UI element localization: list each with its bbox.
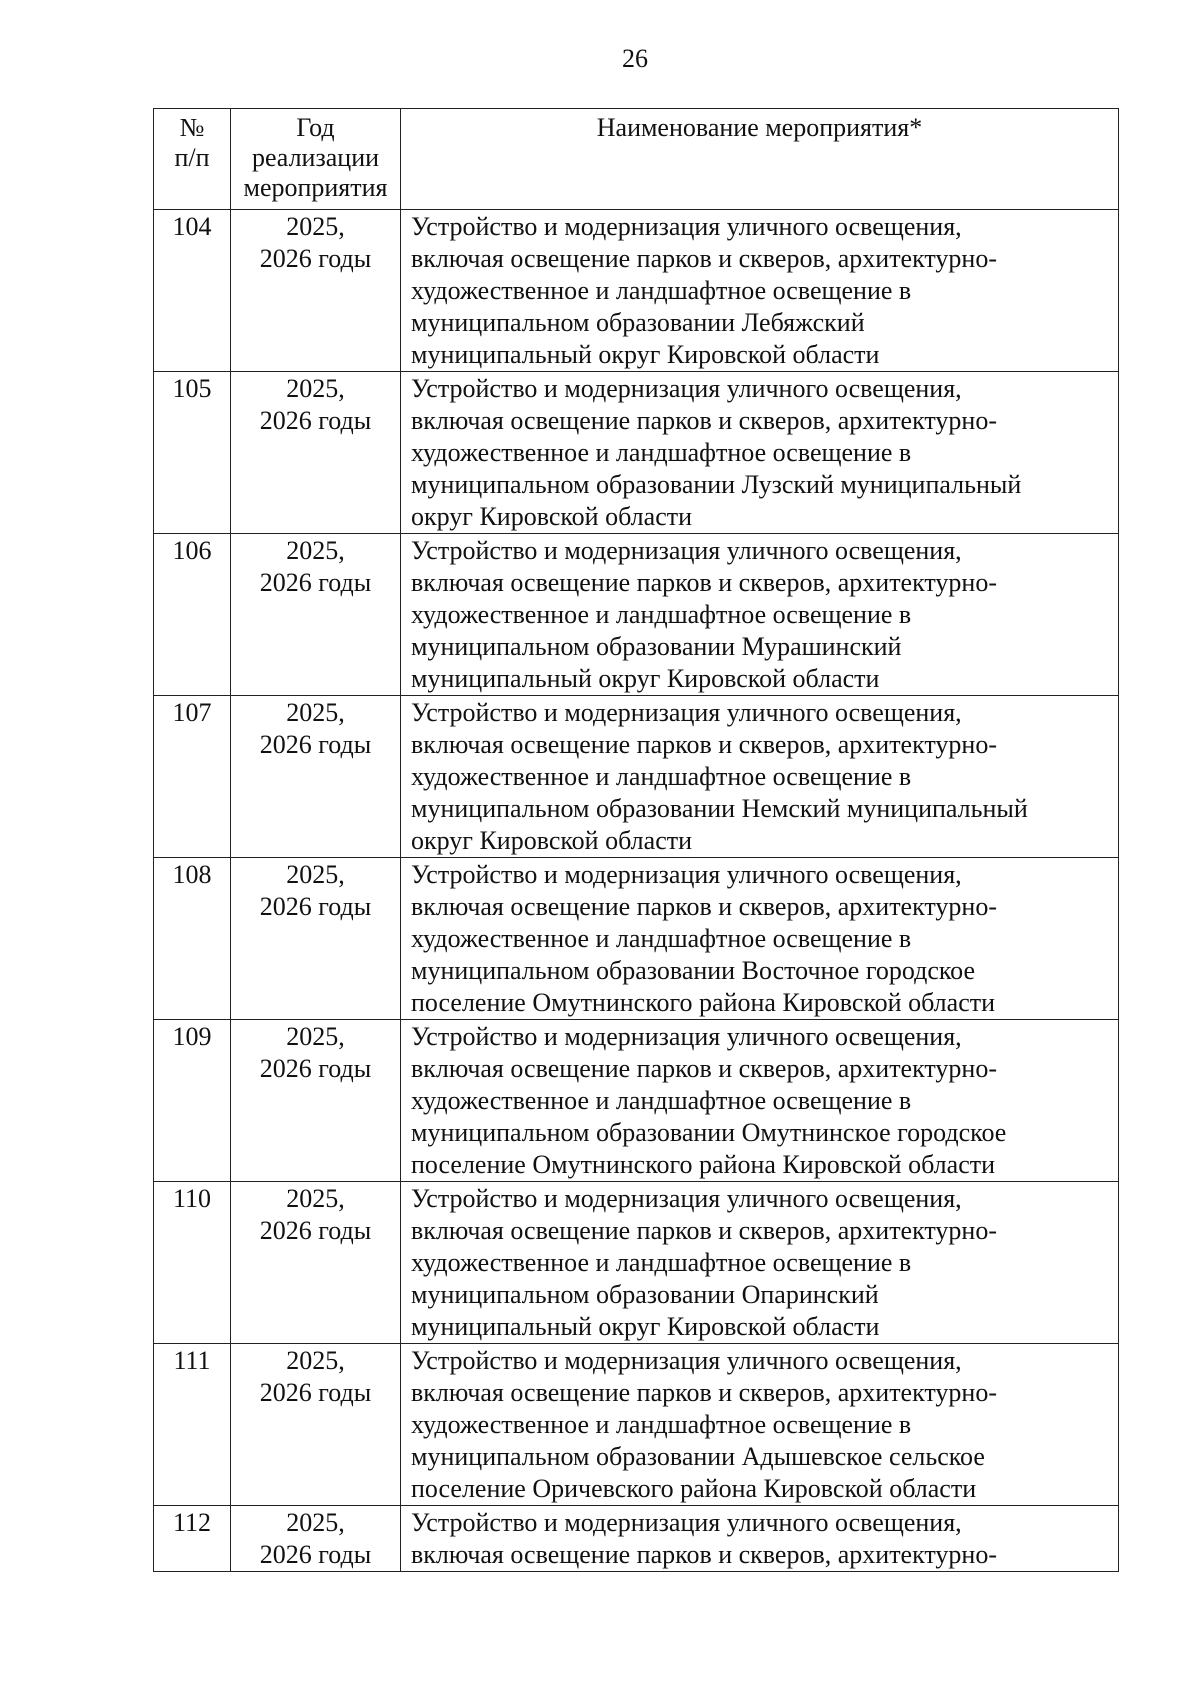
row-year (231, 696, 401, 858)
row-year (231, 1506, 401, 1572)
row-number: 107 (154, 696, 231, 858)
row-measure-name-line: Устройство и модернизация уличного освещения, (411, 536, 962, 565)
row-measure-name-line: муниципальном образовании Адышевское сельское (411, 1442, 985, 1471)
row-measure-name-line: Устройство и модернизация уличного освещения, (411, 698, 962, 727)
row-year-line: 2025, (286, 1184, 345, 1213)
row-measure-name-line: округ Кировской области (411, 826, 693, 855)
row-measure-name-line: поселение Омутнинского района Кировской области (411, 988, 996, 1017)
row-year-line: 2026 годы (259, 244, 372, 273)
header-year-line: мероприятия (243, 173, 388, 202)
row-measure-name-line: включая освещение парков и скверов, архитектурно- (411, 1054, 997, 1083)
row-year-line: 2025, (286, 1508, 345, 1537)
row-year (231, 210, 401, 372)
row-measure-name-line: включая освещение парков и скверов, архитектурно- (411, 1216, 997, 1245)
row-measure-name-line: муниципальном образовании Мурашинский (411, 632, 902, 661)
row-measure-name-line: включая освещение парков и скверов, архитектурно- (411, 406, 997, 435)
row-measure-name (401, 372, 1119, 534)
row-measure-name-line: художественное и ландшафтное освещение в (411, 762, 912, 791)
header-num-line: № (179, 113, 205, 142)
row-year-line: 2025, (286, 212, 345, 241)
row-measure-name-line: Устройство и модернизация уличного освещения, (411, 860, 962, 889)
row-measure-name (401, 1020, 1119, 1182)
row-number: 110 (154, 1182, 231, 1344)
row-year-line: 2025, (286, 536, 345, 565)
header-year (231, 109, 401, 210)
row-number: 109 (154, 1020, 231, 1182)
row-measure-name-line: Устройство и модернизация уличного освещения, (411, 374, 962, 403)
row-measure-name-line: художественное и ландшафтное освещение в (411, 924, 912, 953)
row-measure-name-line: Устройство и модернизация уличного освещения, (411, 1508, 962, 1537)
measures-table (153, 108, 1119, 1572)
table-row (154, 210, 1119, 372)
header-num (154, 109, 231, 210)
row-measure-name-line: включая освещение парков и скверов, архитектурно- (411, 568, 997, 597)
row-number: 108 (154, 858, 231, 1020)
row-number: 112 (154, 1506, 231, 1572)
table-header-row (154, 109, 1119, 210)
row-year-line: 2026 годы (259, 568, 372, 597)
row-year-line: 2026 годы (259, 1216, 372, 1245)
row-measure-name-line: округ Кировской области (411, 502, 693, 531)
row-measure-name-line: муниципальном образовании Лузский муниципальный (411, 470, 1022, 499)
table-row (154, 1182, 1119, 1344)
row-year-line: 2026 годы (259, 406, 372, 435)
header-year-line: Год (296, 113, 335, 142)
row-measure-name-line: муниципальном образовании Восточное городское (411, 956, 976, 985)
row-measure-name (401, 534, 1119, 696)
row-measure-name-line: Устройство и модернизация уличного освещения, (411, 1022, 962, 1051)
row-measure-name-line: художественное и ландшафтное освещение в (411, 276, 912, 305)
table-body (154, 210, 1119, 1572)
row-year (231, 534, 401, 696)
row-measure-name-line: муниципальный округ Кировской области (411, 1312, 880, 1341)
table-row (154, 1344, 1119, 1506)
table-row (154, 372, 1119, 534)
row-measure-name-line: муниципальный округ Кировской области (411, 664, 880, 693)
row-year-line: 2026 годы (259, 892, 372, 921)
header-year-line: реализации (251, 143, 380, 172)
table-row (154, 858, 1119, 1020)
row-measure-name-line: поселение Омутнинского района Кировской области (411, 1150, 996, 1179)
row-measure-name-line: включая освещение парков и скверов, архитектурно- (411, 244, 997, 273)
row-year-line: 2026 годы (259, 1054, 372, 1083)
table-row (154, 1020, 1119, 1182)
row-measure-name-line: художественное и ландшафтное освещение в (411, 1086, 912, 1115)
row-measure-name (401, 696, 1119, 858)
row-measure-name-line: муниципальном образовании Опаринский (411, 1280, 879, 1309)
row-year-line: 2025, (286, 698, 345, 727)
row-year (231, 1020, 401, 1182)
row-measure-name (401, 1344, 1119, 1506)
table-row (154, 1506, 1119, 1572)
row-number: 111 (154, 1344, 231, 1506)
row-year-line: 2025, (286, 1022, 345, 1051)
row-year-line: 2025, (286, 1346, 345, 1375)
row-measure-name-line: Устройство и модернизация уличного освещения, (411, 1346, 962, 1375)
row-measure-name-line: муниципальный округ Кировской области (411, 340, 880, 369)
table-row (154, 696, 1119, 858)
row-measure-name (401, 1182, 1119, 1344)
row-number: 104 (154, 210, 231, 372)
row-measure-name-line: поселение Оричевского района Кировской области (411, 1474, 977, 1503)
row-measure-name-line: художественное и ландшафтное освещение в (411, 600, 912, 629)
row-measure-name-line: художественное и ландшафтное освещение в (411, 1410, 912, 1439)
row-measure-name (401, 210, 1119, 372)
row-year-line: 2026 годы (259, 730, 372, 759)
header-name: Наименование мероприятия* (401, 109, 1119, 210)
row-measure-name (401, 1506, 1119, 1572)
row-year-line: 2025, (286, 860, 345, 889)
row-measure-name-line: художественное и ландшафтное освещение в (411, 1248, 912, 1277)
row-measure-name-line: Устройство и модернизация уличного освещения, (411, 1184, 962, 1213)
row-measure-name-line: муниципальном образовании Омутнинское городское (411, 1118, 1007, 1147)
row-measure-name-line: включая освещение парков и скверов, архитектурно- (411, 892, 997, 921)
row-measure-name-line: включая освещение парков и скверов, архитектурно- (411, 1540, 997, 1569)
row-measure-name-line: включая освещение парков и скверов, архитектурно- (411, 1378, 997, 1407)
row-year-line: 2026 годы (259, 1540, 372, 1569)
row-year (231, 372, 401, 534)
row-year-line: 2026 годы (259, 1378, 372, 1407)
row-measure-name-line: включая освещение парков и скверов, архитектурно- (411, 730, 997, 759)
row-number: 106 (154, 534, 231, 696)
row-measure-name-line: муниципальном образовании Немский муниципальный (411, 794, 1028, 823)
row-measure-name-line: Устройство и модернизация уличного освещения, (411, 212, 962, 241)
row-measure-name-line: муниципальном образовании Лебяжский (411, 308, 865, 337)
row-year-line: 2025, (286, 374, 345, 403)
row-measure-name-line: художественное и ландшафтное освещение в (411, 438, 912, 467)
row-measure-name (401, 858, 1119, 1020)
row-year (231, 858, 401, 1020)
page-number: 26 (622, 44, 648, 73)
row-year (231, 1344, 401, 1506)
row-number: 105 (154, 372, 231, 534)
row-year (231, 1182, 401, 1344)
header-num-line: п/п (174, 143, 210, 172)
table-row (154, 534, 1119, 696)
